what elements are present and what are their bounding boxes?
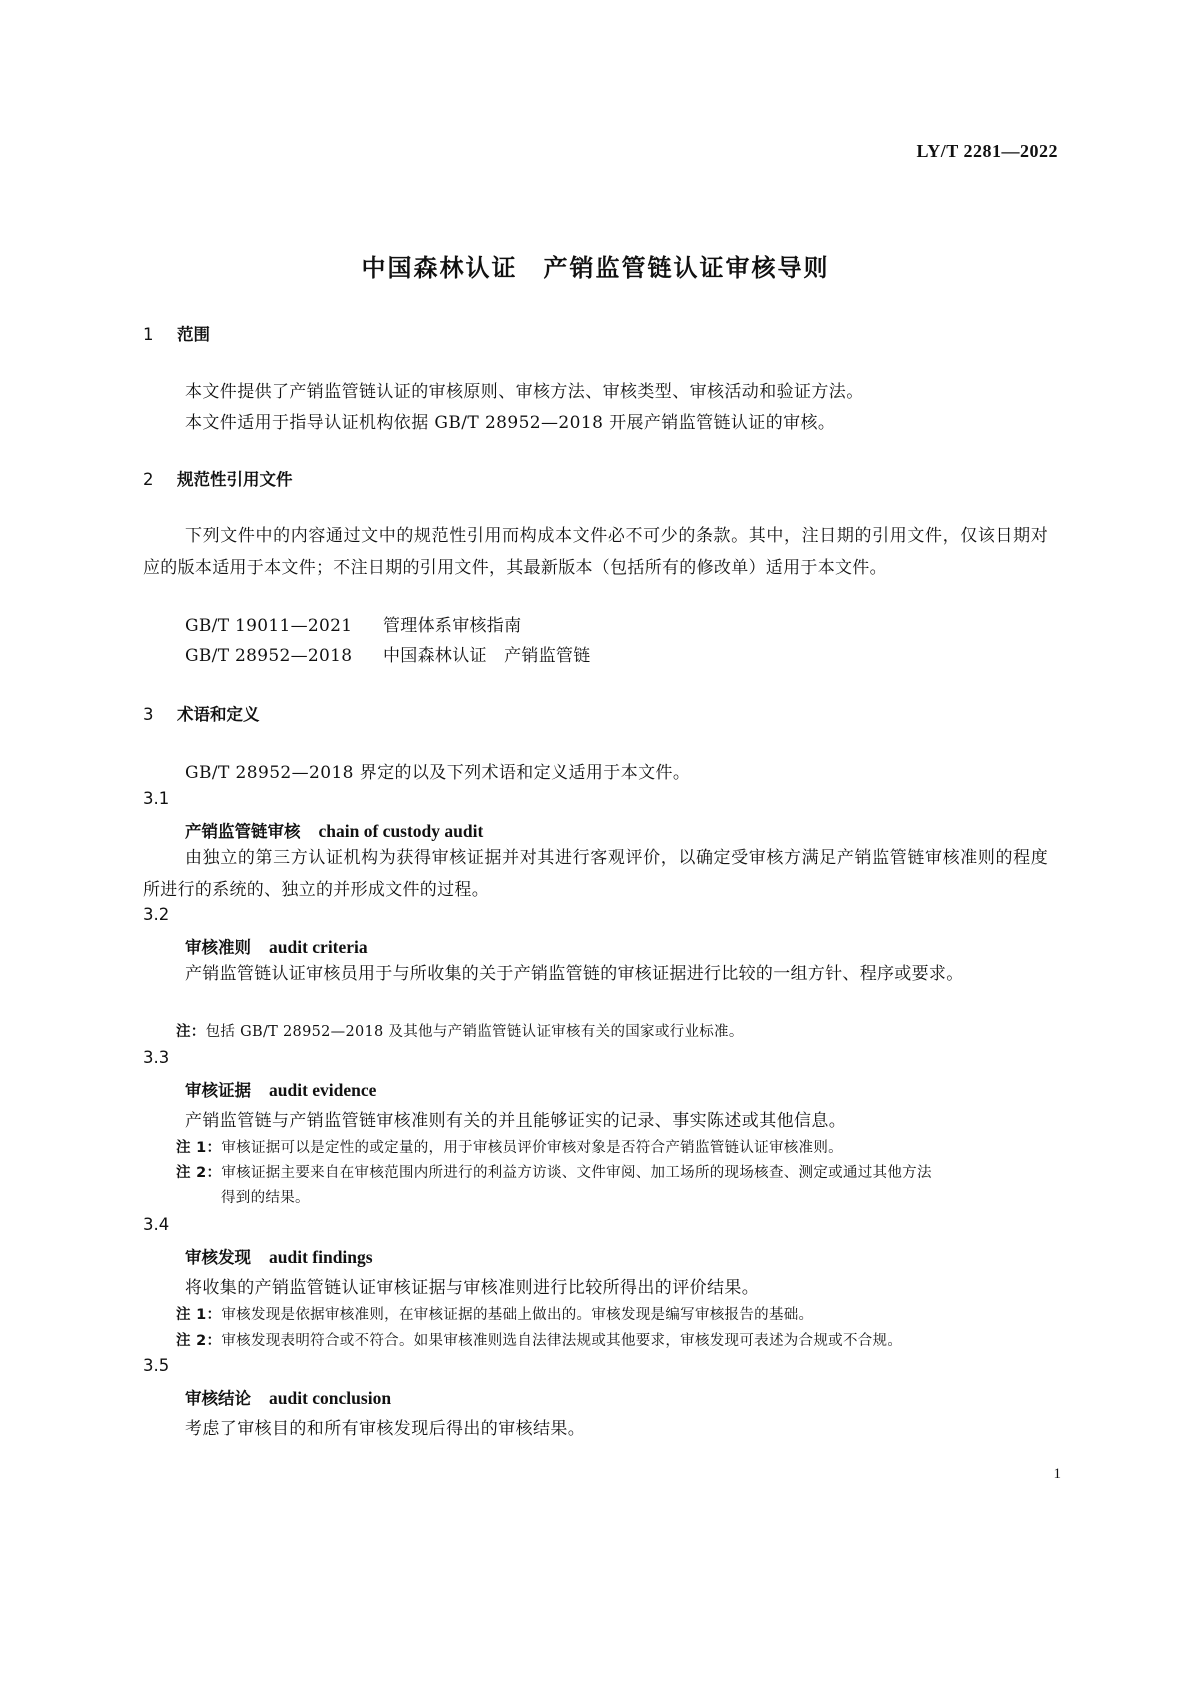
term-definition: 产销监管链认证审核员用于与所收集的关于产销监管链的审核证据进行比较的一组方针、程序或要求。 xyxy=(185,964,964,984)
note-label: 注： xyxy=(176,1024,206,1040)
term-english: audit findings xyxy=(269,1247,373,1267)
term-definition: 将收集的产销监管链认证审核证据与审核准则进行比较所得出的评价结果。 xyxy=(185,1278,760,1298)
term-english: audit criteria xyxy=(269,937,368,957)
term-chinese: 审核发现 xyxy=(185,1248,251,1267)
note-label: 注 2： xyxy=(176,1333,222,1349)
standard-number: LY/T 2281—2022 xyxy=(916,141,1058,161)
clause-number: 3.3 xyxy=(143,1048,170,1067)
section-2-intro: 下列文件中的内容通过文中的规范性引用而构成本文件必不可少的条款。其中，注日期的引用文件，仅该日期对应的版本适用于本文件；不注日期的引用文件，其最新版本（包括所有的修改单）适用于本文件。 xyxy=(143,526,1048,578)
clause-number: 3.4 xyxy=(143,1215,170,1234)
term-english: audit evidence xyxy=(269,1080,377,1100)
term-definition: 产销监管链与产销监管链审核准则有关的并且能够证实的记录、事实陈述或其他信息。 xyxy=(185,1111,847,1131)
section-number: 3 xyxy=(143,705,154,724)
clause-number: 3.1 xyxy=(143,789,170,808)
clause-number: 3.2 xyxy=(143,905,170,924)
section-number: 2 xyxy=(143,470,154,489)
term-english: audit conclusion xyxy=(269,1388,392,1408)
reference-name: 中国森林认证 产销监管链 xyxy=(383,646,591,666)
reference-code: GB/T 28952—2018 xyxy=(185,646,353,666)
term-chinese: 产销监管链审核 xyxy=(185,822,301,841)
note-label: 注 1： xyxy=(176,1307,222,1323)
section-1-heading xyxy=(143,321,210,345)
section-title: 范围 xyxy=(177,325,210,344)
note-continuation: 得到的结果。 xyxy=(221,1190,310,1206)
document-title: 中国森林认证 产销监管链认证审核导则 xyxy=(361,254,830,282)
section-1-paragraph: 本文件提供了产销监管链认证的审核原则、审核方法、审核类型、审核活动和验证方法。 xyxy=(185,382,864,402)
section-3-heading xyxy=(143,701,260,725)
term-heading xyxy=(185,1244,373,1268)
note-label: 注 2： xyxy=(176,1165,222,1181)
term-heading xyxy=(185,818,483,842)
term-chinese: 审核准则 xyxy=(185,938,251,957)
term-chinese: 审核证据 xyxy=(185,1081,251,1100)
reference-name: 管理体系审核指南 xyxy=(383,616,522,636)
note xyxy=(176,1161,932,1182)
section-2-heading xyxy=(143,466,293,490)
reference-code: GB/T 19011—2021 xyxy=(185,616,353,636)
note-text: 审核发现表明符合或不符合。如果审核准则选自法律法规或其他要求，审核发现可表述为合规或不合规。 xyxy=(221,1333,903,1349)
note xyxy=(176,1329,902,1350)
note-text: 包括 GB/T 28952—2018 及其他与产销监管链认证审核有关的国家或行业标准。 xyxy=(205,1024,744,1040)
term-heading xyxy=(185,1077,376,1101)
normative-reference xyxy=(185,611,521,636)
page-number: 1 xyxy=(1053,1466,1061,1482)
section-number: 1 xyxy=(143,325,154,344)
section-title: 规范性引用文件 xyxy=(177,470,293,489)
term-english: chain of custody audit xyxy=(318,821,484,841)
term-definition: 由独立的第三方认证机构为获得审核证据并对其进行客观评价，以确定受审核方满足产销监管链审核准则的程度所进行的系统的、独立的并形成文件的过程。 xyxy=(143,848,1048,900)
term-heading xyxy=(185,934,368,958)
note-label: 注 1： xyxy=(176,1140,222,1156)
note-text: 审核证据主要来自在审核范围内所进行的利益方访谈、文件审阅、加工场所的现场核查、测定或通过其他方法 xyxy=(221,1165,932,1181)
normative-reference xyxy=(185,641,591,666)
note xyxy=(176,1020,744,1041)
clause-number: 3.5 xyxy=(143,1356,170,1375)
note xyxy=(176,1303,813,1324)
section-1-paragraph: 本文件适用于指导认证机构依据 GB/T 28952—2018 开展产销监管链认证的审核。 xyxy=(185,413,836,433)
section-title: 术语和定义 xyxy=(177,705,260,724)
term-definition: 考虑了审核目的和所有审核发现后得出的审核结果。 xyxy=(185,1419,586,1439)
section-3-intro: GB/T 28952—2018 界定的以及下列术语和定义适用于本文件。 xyxy=(185,763,691,783)
note xyxy=(176,1136,843,1157)
term-heading xyxy=(185,1385,391,1409)
note-text: 审核证据可以是定性的或定量的，用于审核员评价审核对象是否符合产销监管链认证审核准则。 xyxy=(221,1140,843,1156)
term-chinese: 审核结论 xyxy=(185,1389,251,1408)
note-text: 审核发现是依据审核准则，在审核证据的基础上做出的。审核发现是编写审核报告的基础。 xyxy=(221,1307,814,1323)
